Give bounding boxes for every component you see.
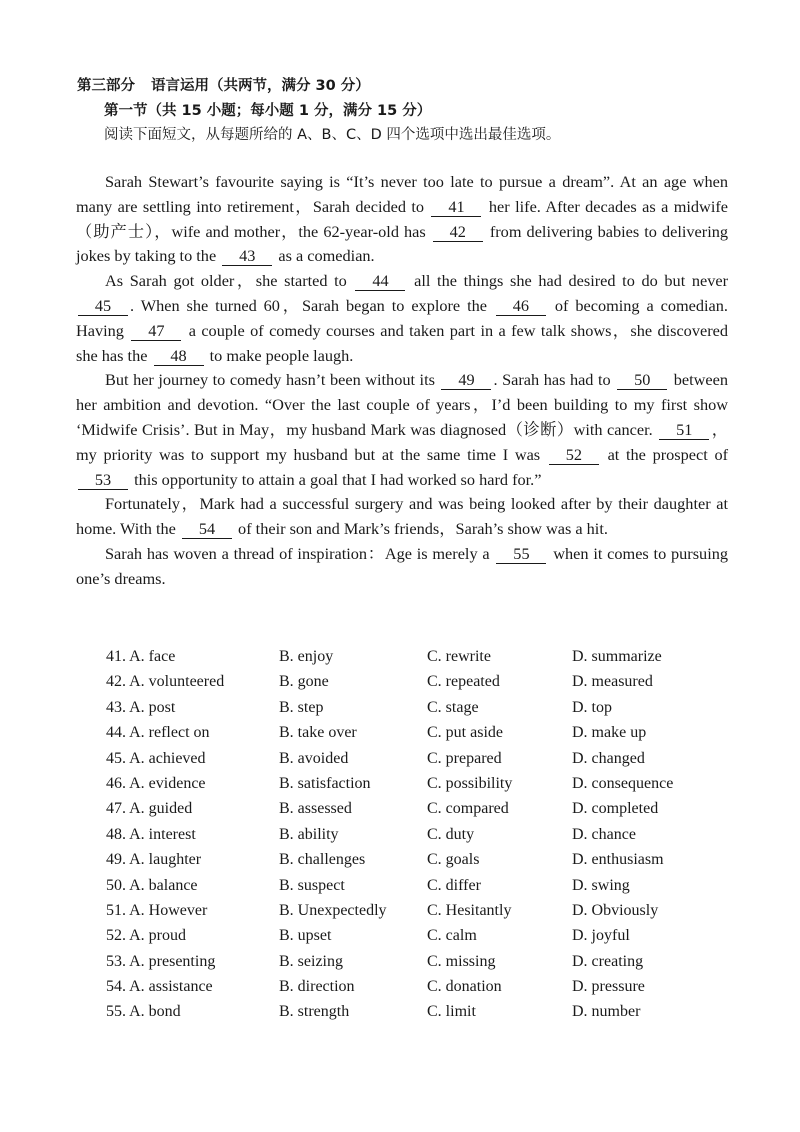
option-a: 52. A. proud [106,927,186,945]
option-d: D. completed [572,800,659,818]
question-row [106,900,726,925]
option-d: D. make up [572,724,647,742]
blank-47: 47 [131,321,181,341]
option-d: D. creating [572,952,644,970]
option-d: D. enthusiasm [572,851,664,869]
option-c: C. Hesitantly [427,901,512,919]
blank-51: 51 [659,420,709,440]
question-row [106,773,726,798]
option-b: B. Unexpectedly [279,901,387,919]
blank-55: 55 [496,544,546,564]
question-row [106,925,726,950]
blank-48: 48 [154,346,204,366]
question-row [106,1001,726,1026]
blank-42: 42 [433,222,483,242]
question-row [106,849,726,874]
blank-54: 54 [182,519,232,539]
option-b: B. take over [279,724,357,742]
option-a: 44. A. reflect on [106,724,210,742]
question-row [106,697,726,722]
option-a: 41. A. face [106,648,176,665]
question-row [106,824,726,849]
option-d: D. pressure [572,978,645,996]
option-c: C. put aside [427,724,503,742]
option-b: B. ability [279,825,339,843]
question-row [106,646,726,671]
question-row [106,671,726,696]
option-c: C. donation [427,978,502,996]
option-b: B. assessed [279,800,352,818]
blank-45: 45 [78,296,128,316]
question-row [106,875,726,900]
blank-50: 50 [617,370,667,390]
option-b: B. step [279,698,324,716]
option-a: 48. A. interest [106,825,196,843]
option-c: C. prepared [427,749,502,767]
question-row [106,976,726,1001]
blank-41: 41 [431,197,481,217]
option-b: B. challenges [279,851,366,869]
option-b: B. satisfaction [279,774,371,792]
blank-46: 46 [496,296,546,316]
option-b: B. suspect [279,876,345,894]
option-a: 46. A. evidence [106,774,206,792]
question-row [106,722,726,747]
option-a: 43. A. post [106,698,176,716]
paragraph-1: Sarah Stewart’s favourite saying is “It’s never too late to pursue a dream”. At an age when many are settling into retirement，Sarah decided to 41 her life. After decades as a midwife（助产士），wife and mother，the 62-year-old has 42 from delivering babies to delivering jokes by taking to the 43 as a comedian. [76,172,728,266]
option-c: C. repeated [427,673,500,691]
question-row [106,798,726,823]
blank-49: 49 [441,370,491,390]
option-c: C. possibility [427,774,513,792]
option-d: D. swing [572,876,630,894]
option-d: D. measured [572,673,653,691]
question-row [106,748,726,773]
option-a: 42. A. volunteered [106,673,225,691]
blank-53: 53 [78,470,128,490]
option-d: D. consequence [572,774,674,792]
option-d: D. number [572,1003,641,1021]
option-c: C. missing [427,952,496,970]
option-c: C. calm [427,927,477,945]
option-a: 51. A. However [106,901,208,919]
cloze-passage [76,170,728,592]
option-c: C. stage [427,698,479,716]
instructions: 阅读下面短文，从每题所给的 A、B、C、D 四个选项中选出最佳选项。 [104,127,561,143]
option-b: B. gone [279,673,329,691]
option-b: B. strength [279,1003,350,1021]
answer-options [106,646,726,1027]
option-a: 49. A. laughter [106,851,202,869]
part-title: 第三部分 [77,78,135,94]
option-d: D. chance [572,825,636,843]
option-b: B. enjoy [279,648,334,665]
option-a: 47. A. guided [106,800,193,818]
option-a: 45. A. achieved [106,749,206,767]
option-c: C. compared [427,800,509,818]
part-heading [77,74,370,95]
option-c: C. differ [427,876,481,894]
option-c: C. rewrite [427,648,491,665]
option-c: C. duty [427,825,475,843]
part-subtitle: 语言运用（共两节，满分 30 分） [151,78,370,94]
option-b: B. direction [279,978,355,996]
option-c: C. limit [427,1003,476,1021]
blank-44: 44 [355,271,405,291]
blank-52: 52 [549,445,599,465]
option-d: D. changed [572,749,645,767]
section-heading: 第一节（共 15 小题；每小题 1 分，满分 15 分） [104,103,432,119]
question-row [106,951,726,976]
paragraph-5: Sarah has woven a thread of inspiration：Age is merely a 55 when it comes to pursuing one’s dreams. [76,543,728,588]
paragraph-3: But her journey to comedy hasn’t been without its 49 . Sarah has had to 50 between her ambition and devotion. “Over the last couple of years，I’d been building to my first show ‘Midwife Crisis’. But in May，my husband Mark was diagnosed（诊断）with cancer. 51 ，my priority was to support my husband but at the same time I was 52 at the prospect of 53 this opportunity to attain a goal that I had worked so hard for.” [76,370,729,489]
option-d: D. top [572,698,612,716]
option-c: C. goals [427,851,480,869]
option-d: D. Obviously [572,901,659,919]
option-d: D. summarize [572,648,662,665]
option-a: 53. A. presenting [106,952,216,970]
option-d: D. joyful [572,927,630,945]
option-a: 55. A. bond [106,1003,181,1021]
option-b: B. seizing [279,952,343,970]
paragraph-4: Fortunately，Mark had a successful surgery and was being looked after by their daughter at home. With the 54 of their son and Mark’s friends，Sarah’s show was a hit. [76,494,728,539]
option-a: 50. A. balance [106,876,198,894]
option-a: 54. A. assistance [106,978,213,996]
blank-43: 43 [222,246,272,266]
option-b: B. upset [279,927,332,945]
paragraph-2: As Sarah got older，she started to 44 all the things she had desired to do but never 45 . When she turned 60，Sarah began to explore the 46 of becoming a comedian. Having 47 a couple of comedy courses and taken part in a few talk shows，she discovered she has the 48 to make people laugh. [76,271,729,365]
option-b: B. avoided [279,749,349,767]
